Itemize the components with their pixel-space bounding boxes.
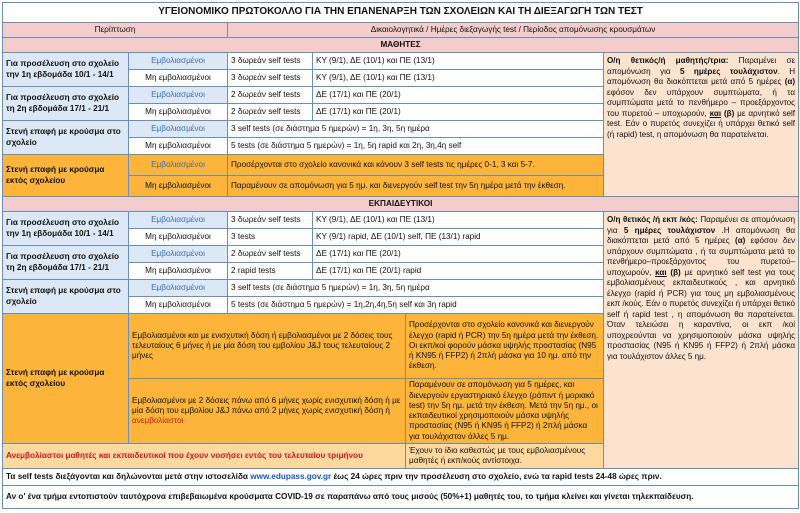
students-week2-vaccinated-tests: 2 δωρεάν self tests [228, 87, 313, 104]
students-week2-unvaccinated-days: ΔΕ (17/1) και ΠΕ (20/1) [313, 104, 604, 121]
teachers-week1-label: Για προσέλευση στο σχολείο την 1η εβδομάδα 10/1 - 14/1 [3, 212, 129, 246]
teachers-week2-vaccinated: Εμβολιασμένοι [129, 246, 228, 263]
teachers-case1-text: Προσέρχονται στο σχολείο κανονικά και διενεργούν έλεγχο (rapid ή PCR) την 5η ημέρα μετά την έκθεση. Οι εκπ/κοί φορούν μάσκα υψηλής προστασίας (N95 ή KN95 ή FFP2) ή 2πλή μάσκα για 10 ημ. από την έκθεση. [406, 314, 604, 379]
teachers-week2-unvaccinated-days: ΔΕ (17/1) και ΠΕ (20/1) rapid [313, 263, 604, 280]
side-lead: Ο/η θετικός /ή εκπ /κός: [607, 215, 698, 224]
students-contact-school-unvaccinated-text: 5 tests (σε διάστημα 5 ημερών) = 1η, 5η rapid και 2η, 3η,4η self [228, 138, 604, 155]
side-a: (α) [735, 236, 746, 246]
students-contact-outside-vaccinated-text: Προσέρχονται στο σχολείο κανονικά και κάνουν 3 self tests τις ημέρες 0-1, 3 και 5-7. [228, 155, 604, 176]
students-week1-label: Για προσέλευση στο σχολείο την 1η εβδομάδα 10/1 - 14/1 [3, 53, 129, 87]
unvaccinated-warning: ανεμβολίαστοι [132, 416, 184, 426]
side-days: 5 ημέρες τουλάχιστον [679, 66, 778, 76]
section-teachers: ΕΚΠΑΙΔΕΥΤΙΚΟΙ [3, 197, 799, 212]
side-text: .Η απομόνωση θα διακόπτεται μετά από 5 ημέρες [607, 225, 796, 246]
section-students: ΜΑΘΗΤΕΣ [3, 38, 799, 53]
students-contact-outside-unvaccinated-text: Παραμένουν σε απομόνωση για 5 ημ. και διενεργούν self test την 5η ημέρα μετά την έκθεση. [228, 176, 604, 197]
teachers-contact-school-vaccinated: Εμβολιασμένοι [129, 280, 228, 297]
teachers-week1-vaccinated-days: ΚΥ (9/1), ΔΕ (10/1) και ΠΕ (13/1) [313, 212, 604, 229]
side-b: (β) [670, 267, 681, 277]
side-lead: Ο/η θετικός/ή μαθητής/τρια: [607, 56, 729, 65]
teachers-case2-rule: Παραμένουν σε απομόνωση για 5 ημέρες, και διενεργούν εργαστηριακό έλεγχο (ράπιντ ή μοριακό test) την 5η ημ. μετά την έκθεση. Μετά την 5η ημ., οι εκπαιδευτικοί χρησιμοποιούν μάσκα υψηλής προστασίας (N95 ή KN95 ή FFP2) ή 2πλή μάσκα για τουλάχιστον άλλες 5 ημ. [406, 379, 604, 444]
protocol-table [2, 2, 799, 509]
teachers-contact-school-vaccinated-text: 3 self tests (σε διάστημα 5 ημερών) = 1η, 3η, 5η ημέρα [228, 280, 604, 297]
teachers-week2-vaccinated-days: ΔΕ (17/1) και ΠΕ (20/1) [313, 246, 604, 263]
side-and: και [655, 267, 667, 277]
students-week1-unvaccinated-tests: 3 δωρεάν self tests [228, 70, 313, 87]
students-week2-vaccinated: Εμβολιασμένοι [129, 87, 228, 104]
side-text: Παραμένει σε απομόνωση για [607, 56, 796, 76]
footer-line2: Αν ο' ένα τμήμα εντοπιστούν ταυτόχρονα επιβεβαιωμένα κρούσματα COVID-19 σε παραπάνω από τους μισούς (50%+1) μαθητές του, το τμήμα κλείνει και γίνεται τηλεκπαίδευση. [3, 486, 799, 509]
header-rights: Δικαιολογητικά / Ημέρες διεξαγωγής test / Περίοδος απομόνωσης κρουσμάτων [228, 23, 799, 38]
teachers-week1-unvaccinated-days: ΚΥ (9/1) rapid, ΔΕ (10/1) self, ΠΕ (13/1) rapid [313, 229, 604, 246]
header-case: Περίπτωση [3, 23, 228, 38]
teachers-week1-vaccinated-tests: 3 δωρεάν self tests [228, 212, 313, 229]
students-week2-label: Για προσέλευση στο σχολείο τη 2η εβδομάδα 17/1 - 21/1 [3, 87, 129, 121]
students-contact-outside-unvaccinated: Μη εμβολιασμένοι [129, 176, 228, 197]
side-text: . Η απομόνωση θα διακόπτεται μετά από 5 ημέρες [607, 66, 796, 87]
teachers-contact-school-unvaccinated: Μη εμβολιασμένοι [129, 297, 228, 314]
students-contact-school-unvaccinated: Μη εμβολιασμένοι [129, 138, 228, 155]
teachers-contact-school-label: Στενή επαφή με κρούσμα στο σχολείο [3, 280, 129, 314]
students-week2-unvaccinated-tests: 2 δωρεάν self tests [228, 104, 313, 121]
side-text: με αρνητικό self test. Εάν ο πυρετός συνεχίζει ή υπάρχει θετικό self (ή rapid) test, η απομόνωση θα παρατείνεται. [607, 108, 796, 139]
teachers-case1: Εμβολιασμένοι και με ενισχυτική δόση ή εμβολιασμένοι με 2 δόσεις τους τελευταίους 6 μήνες ή με μία δόση του εμβολίου J&J τους τελευταίους 2 μήνες [129, 314, 406, 379]
recovered-text: Έχουν το ίδιο καθεστώς με τους εμβολιασμένους μαθητές ή εκπ/κούς αντίστοιχα. [406, 444, 604, 469]
teachers-week2-unvaccinated-tests: 2 rapid tests [228, 263, 313, 280]
recovered-label: Ανεμβολίαστοι μαθητές και εκπαιδευτικοί που έχουν νοσήσει εντός του τελευταίου τριμήνου [3, 444, 406, 469]
edupass-link[interactable]: www.edupass.gov.gr [250, 471, 332, 481]
footer-line1 [3, 469, 799, 486]
students-week1-vaccinated: Εμβολιασμένοι [129, 53, 228, 70]
students-contact-outside-vaccinated: Εμβολιασμένοι [129, 155, 228, 176]
teachers-week2-unvaccinated: Μη εμβολιασμένοι [129, 263, 228, 280]
side-b: (β) [723, 108, 735, 118]
teachers-case2 [129, 379, 406, 444]
students-contact-school-label: Στενή επαφή με κρούσμα στο σχολείο [3, 121, 129, 155]
students-week2-unvaccinated: Μη εμβολιασμένοι [129, 104, 228, 121]
teachers-week1-unvaccinated-tests: 3 tests [228, 229, 313, 246]
students-week1-unvaccinated: Μη εμβολιασμένοι [129, 70, 228, 87]
students-contact-school-vaccinated: Εμβολιασμένοι [129, 121, 228, 138]
teachers-contact-outside-label: Στενή επαφή με κρούσμα εκτός σχολείου [3, 314, 129, 444]
teachers-week1-unvaccinated: Μη εμβολιασμένοι [129, 229, 228, 246]
teachers-week2-label: Για προσέλευση στο σχολείο τη 2η εβδομάδα 17/1 - 21/1 [3, 246, 129, 280]
teachers-contact-school-unvaccinated-text: 5 tests (σε διάστημα 5 ημερών) = 1η,2η,4η,5η self και 3η rapid [228, 297, 604, 314]
students-week1-vaccinated-days: ΚΥ (9/1), ΔΕ (10/1) και ΠΕ (13/1) [313, 53, 604, 70]
teachers-week1-vaccinated: Εμβολιασμένοι [129, 212, 228, 229]
side-text: εφόσον δεν υπάρχουν συμπτώματα , ή τα συμπτώματα μετά το πενθήμερο–προεξάρχοντος του πυρετού–υποχωρούν, [607, 236, 796, 277]
side-a: (α) [784, 77, 796, 87]
footer-text: έως 24 ώρες πριν την προσέλευση στο σχολείο, ενώ τα rapid tests 24-48 ώρες πριν. [331, 471, 662, 481]
page-title: ΥΓΕΙΟΝΟΜΙΚΟ ΠΡΩΤΟΚΟΛΛΟ ΓΙΑ ΤΗΝ ΕΠΑΝΕΝΑΡΞΗ ΤΩΝ ΣΧΟΛΕΙΩΝ ΚΑΙ ΤΗ ΔΙΕΞΑΓΩΓΗ ΤΩΝ ΤΕΣΤ [3, 3, 799, 23]
students-contact-outside-label: Στενή επαφή με κρούσμα εκτός σχολείου [3, 155, 129, 197]
students-week2-vaccinated-days: ΔΕ (17/1) και ΠΕ (20/1) [313, 87, 604, 104]
side-text: με αρνητικό self test για τους εμβολιασμένους εκπαιδευτικούς , και αρνητικό έλεγχο (rapid ή PCR) για τους μη εμβολιασμένους εκπ /κούς. Εάν ο πυρετός συνεχίζει ή υπάρχει θετικό self ή rapid test , η απομόνωση θα παρατείνεται. Όταν τελειώσει η καραντίνα, οι εκπ /κοί υποχρεούνται να χρησιμοποιούν μάσκα υψηλής προστασίας (N95 ή KN95 ή FFP2) ή 2πλή μάσκα για τουλάχιστον άλλες 5 ημ. [607, 267, 796, 361]
side-and: και [709, 108, 722, 118]
teachers-week2-vaccinated-tests: 2 δωρεάν self tests [228, 246, 313, 263]
students-week1-unvaccinated-days: ΚΥ (9/1), ΔΕ (10/1) και ΠΕ (13/1) [313, 70, 604, 87]
footer-text: Τα self tests διεξάγονται και δηλώνονται μετά στην ιστοσελίδα [6, 471, 251, 481]
students-contact-school-vaccinated-text: 3 self tests (σε διάστημα 5 ημερών) = 1η, 3η, 5η ημέρα [228, 121, 604, 138]
side-text: εφόσον δεν υπάρχουν συμπτώματα, ή τα συμπτώματα μετά το πενθήμερο – προεξάρχοντος του πυρετού – υποχωρούν, [607, 87, 796, 118]
teachers-side-note [604, 212, 799, 469]
students-side-note [604, 53, 799, 197]
teachers-case2-text: Εμβολιασμένοι με 2 δόσεις πάνω από 6 μήνες χωρίς ενισχυτική δόση ή με μία δόση του εμβολίου J&J πάνω από 2 μήνες χωρίς ενισχυτική δόση ή [132, 395, 401, 415]
students-week1-vaccinated-tests: 3 δωρεάν self tests [228, 53, 313, 70]
side-text: Παραμένει σε απομόνωση για [607, 215, 796, 235]
side-days: 5 ημέρες τουλάχιστον [623, 225, 716, 235]
